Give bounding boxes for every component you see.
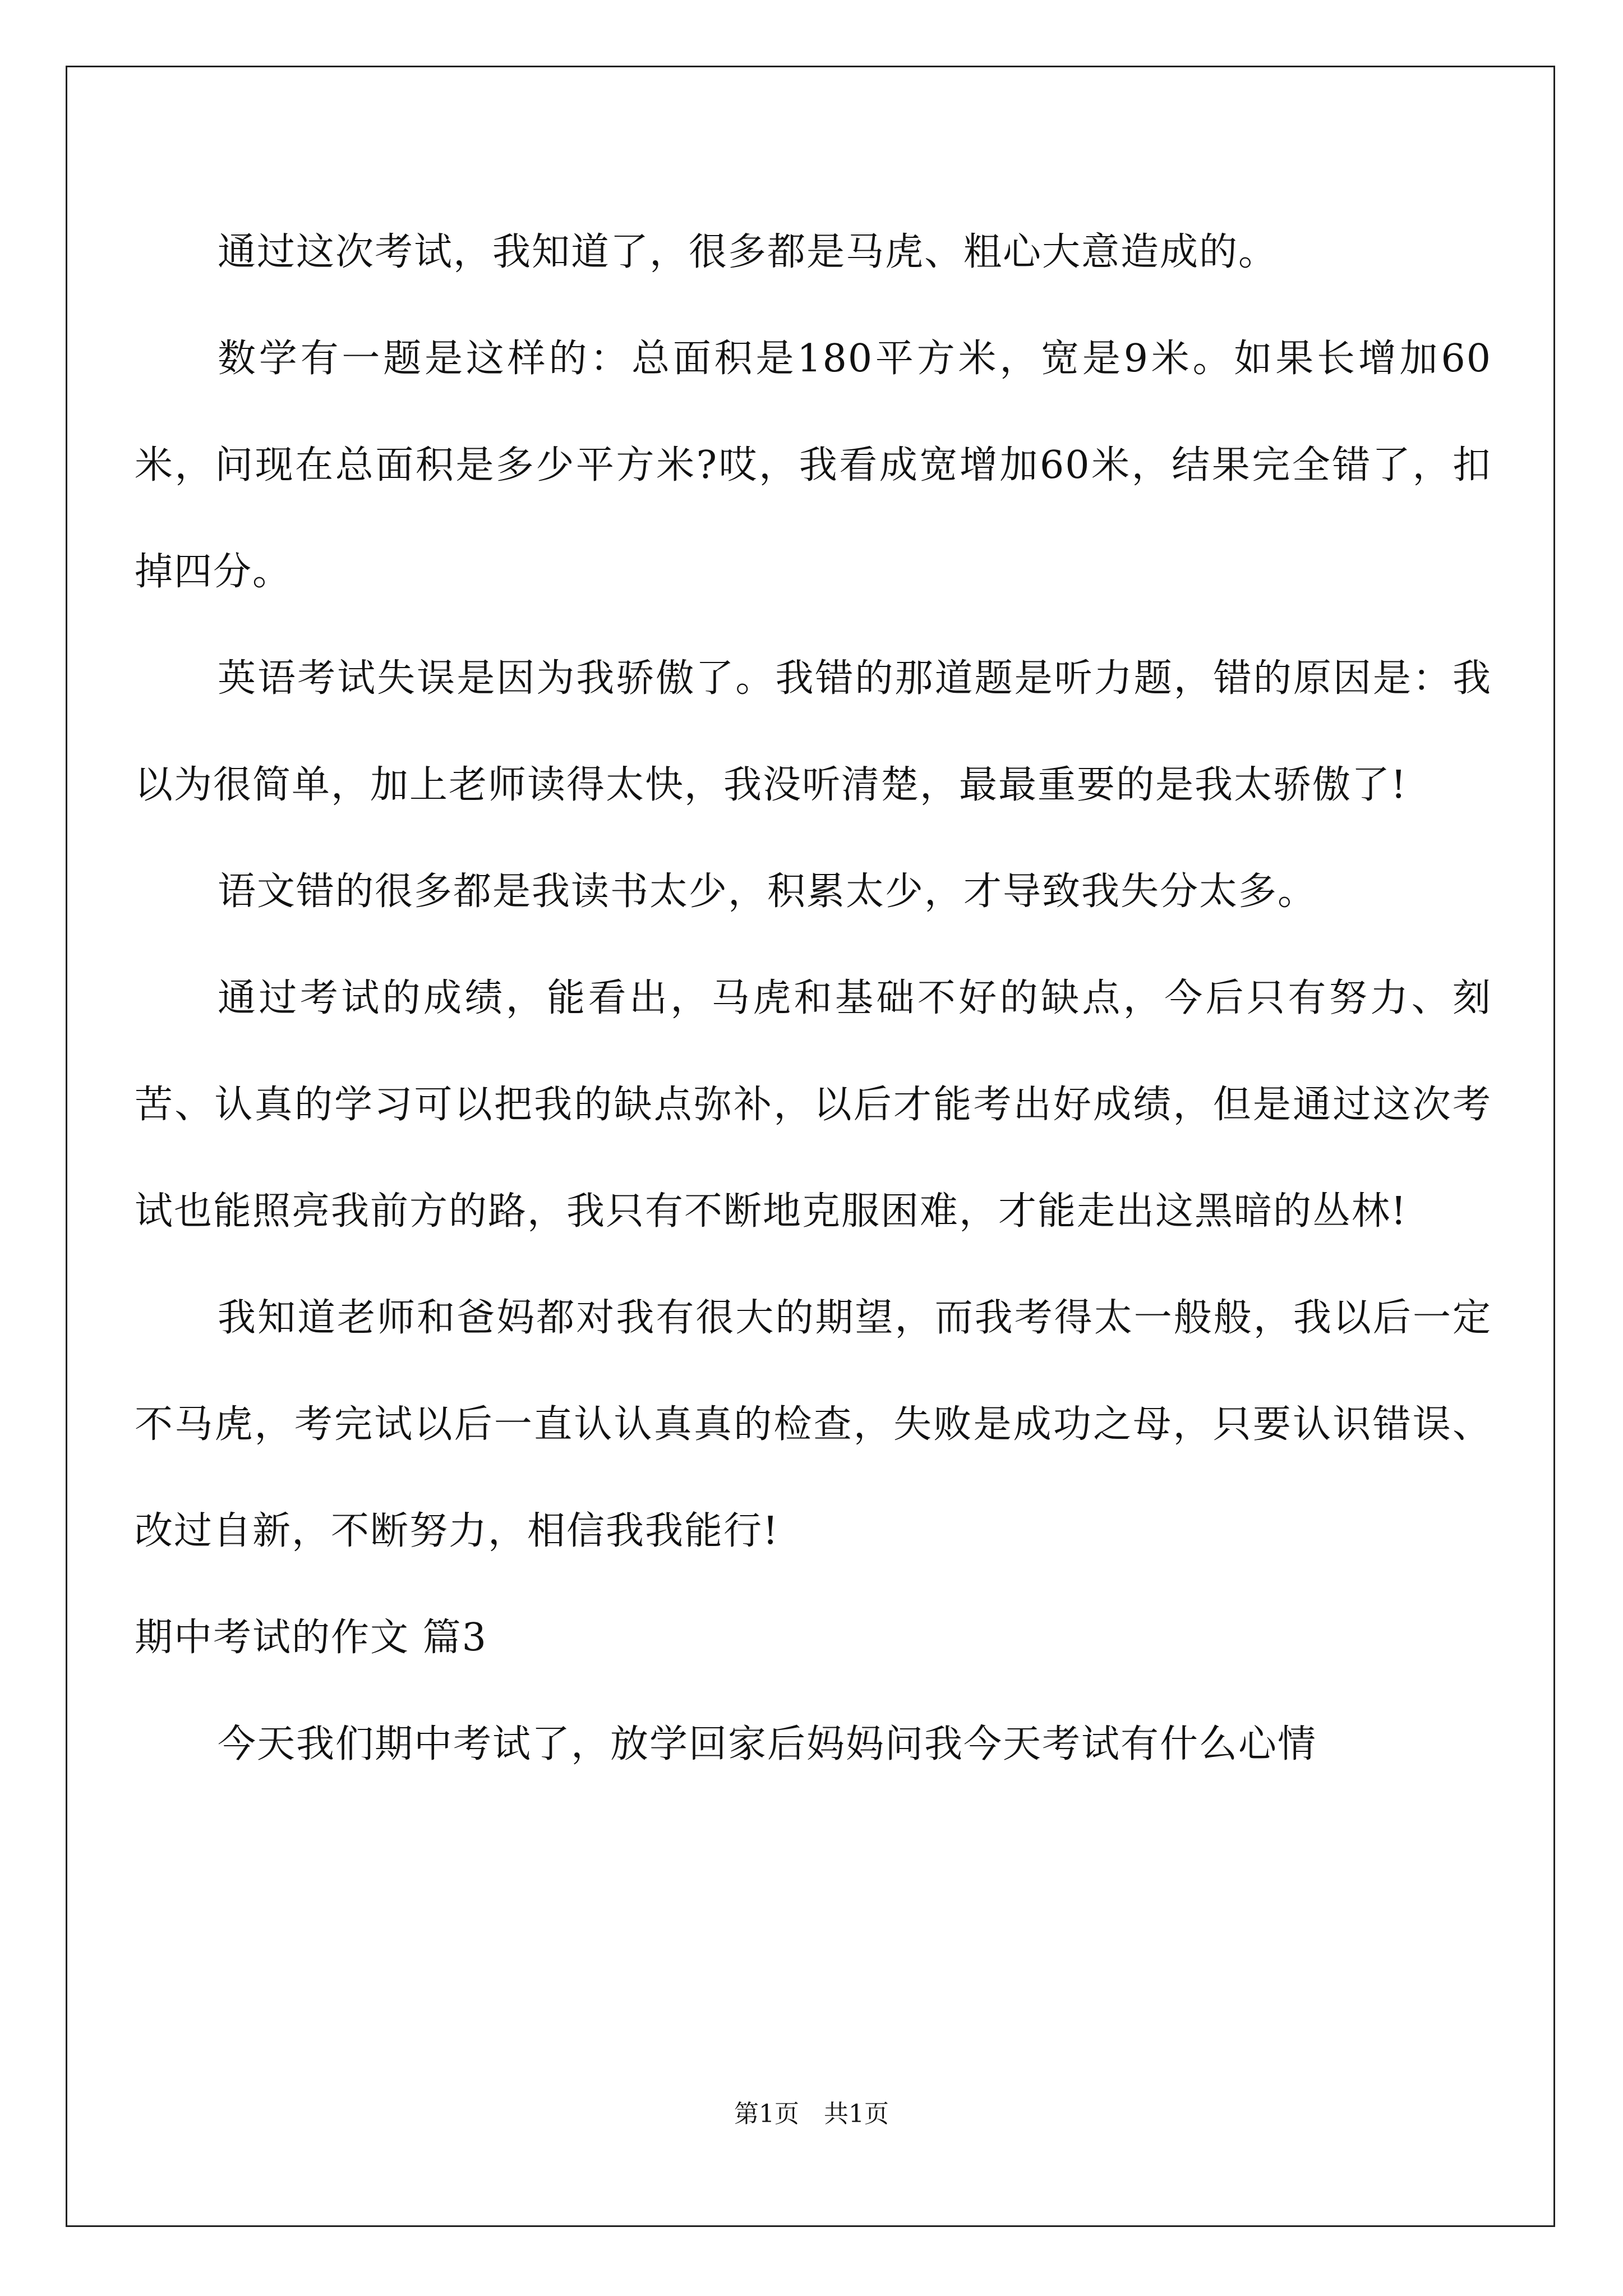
paragraph-3: 英语考试失误是因为我骄傲了。我错的那道题是听力题，错的原因是：我以为很简单，加上老师读得太快，我没听清楚，最最重要的是我太骄傲了!	[135, 656, 1492, 807]
paragraph-5: 通过考试的成绩，能看出，马虎和基础不好的缺点，今后只有努力、刻苦、认真的学习可以把我的缺点弥补，以后才能考出好成绩，但是通过这次考试也能照亮我前方的路，我只有不断地克服困难，才能走出这黑暗的丛林!	[135, 976, 1492, 1234]
paragraph-1: 通过这次考试，我知道了，很多都是马虎、粗心大意造成的。	[218, 230, 1278, 274]
paragraph-2: 数学有一题是这样的：总面积是180平方米，宽是9米。如果长增加60米，问现在总面积是多少平方米?哎，我看成宽增加60米，结果完全错了，扣掉四分。	[135, 337, 1492, 594]
document-body	[135, 199, 1492, 1798]
paragraph-7: 今天我们期中考试了，放学回家后妈妈问我今天考试有什么心情	[218, 1722, 1317, 1766]
paragraph-6: 我知道老师和爸妈都对我有很大的期望，而我考得太一般般，我以后一定不马虎，考完试以后一直认认真真的检查，失败是成功之母，只要认识错误、改过自新，不断努力，相信我我能行!	[135, 1296, 1492, 1553]
paragraph-4: 语文错的很多都是我读书太少，积累太少，才导致我失分太多。	[218, 869, 1317, 914]
section-heading: 期中考试的作文 篇3	[135, 1616, 487, 1660]
page-number-footer: 第1页 共1页	[734, 2100, 889, 2128]
